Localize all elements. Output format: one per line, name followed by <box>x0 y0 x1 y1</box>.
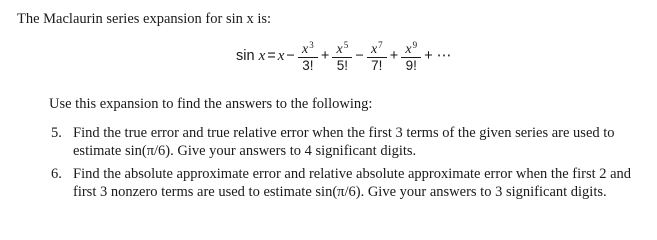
question-number: 6. <box>51 166 62 182</box>
question-text-line: Find the true error and true relative error when the first 3 terms of the given series are used to <box>73 125 615 141</box>
question-item <box>51 124 651 160</box>
term-fraction <box>298 38 318 74</box>
term-denominator: 3! <box>302 58 314 73</box>
term-numerator: $x^3$ <box>302 40 314 57</box>
term-denominator: 7! <box>371 58 383 73</box>
instruction-text: Use this expansion to find the answers to the following: <box>49 96 373 112</box>
term-operator: − <box>355 48 364 64</box>
term-numerator: $x^9$ <box>405 40 418 57</box>
term-operator: + <box>320 48 330 64</box>
formula-lhs-var: x <box>258 47 266 64</box>
formula-first-term: x <box>277 47 285 64</box>
term-denominator: 9! <box>405 58 417 73</box>
term-numerator: $x^7$ <box>370 40 383 57</box>
term-denominator: 5! <box>336 58 348 73</box>
question-text-line: first 3 nonzero terms are used to estimate sin(π/6). Give your answers to 3 significant digits. <box>73 184 607 200</box>
term-operator: + <box>389 48 399 64</box>
term-fraction <box>332 38 352 74</box>
question-number: 5. <box>51 125 62 141</box>
maclaurin-formula <box>236 37 453 75</box>
formula-lhs-func: sin <box>236 48 255 64</box>
question-list <box>51 124 651 206</box>
question-text-line: Find the absolute approximate error and relative absolute approximate error when the first 2 and <box>73 166 632 182</box>
series-tail: + ⋯ <box>424 48 452 64</box>
question-item <box>51 165 651 201</box>
term-operator: − <box>286 48 295 64</box>
question-text-line: estimate sin(π/6). Give your answers to 4 significant digits. <box>73 143 417 159</box>
formula-equals: = <box>267 48 276 64</box>
term-numerator: $x^5$ <box>336 40 349 57</box>
term-fraction <box>401 38 421 74</box>
intro-text: The Maclaurin series expansion for sin x is: <box>17 11 272 27</box>
term-fraction <box>367 38 387 74</box>
